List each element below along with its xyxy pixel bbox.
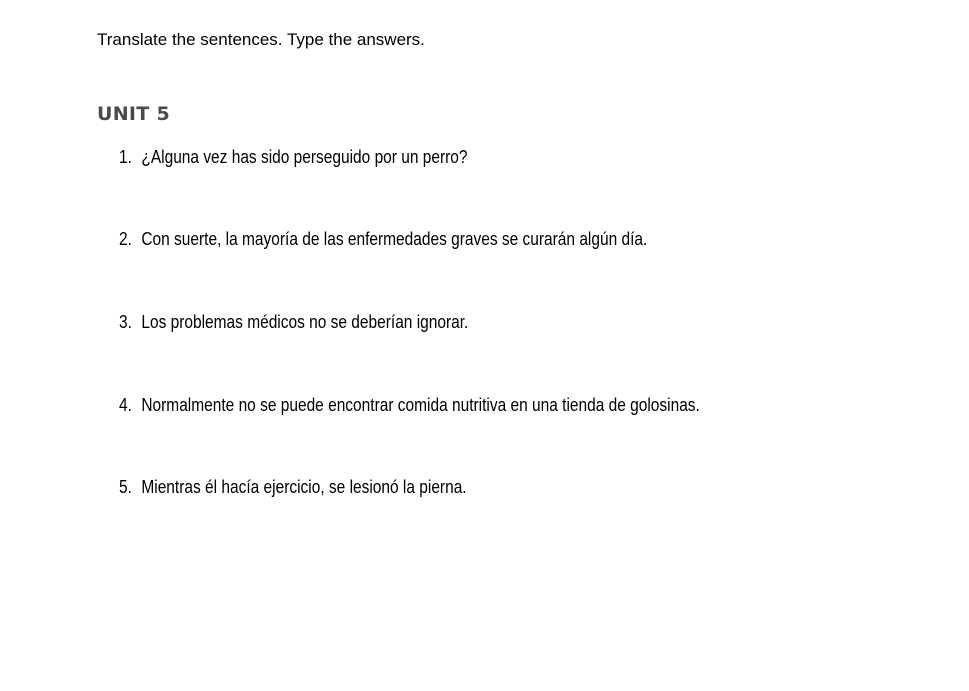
item-number: 3. [119,312,132,332]
list-item [119,146,468,168]
item-number: 1. [119,147,132,167]
item-text: Mientras él hacía ejercicio, se lesionó la pierna. [141,477,467,497]
item-text: ¿Alguna vez has sido perseguido por un perro? [141,147,468,167]
list-item [119,311,468,333]
item-number: 2. [119,229,132,249]
item-number: 4. [119,395,132,415]
unit-title: UNIT 5 [97,103,170,125]
list-item [119,228,647,250]
item-text: Los problemas médicos no se deberían ignorar. [141,312,469,332]
item-text: Normalmente no se puede encontrar comida nutritiva en una tienda de golosinas. [141,395,700,415]
list-item [119,394,700,416]
list-item [119,476,467,498]
instructions-text: Translate the sentences. Type the answers. [97,30,425,49]
item-number: 5. [119,477,132,497]
item-text: Con suerte, la mayoría de las enfermedades graves se curarán algún día. [141,229,648,249]
